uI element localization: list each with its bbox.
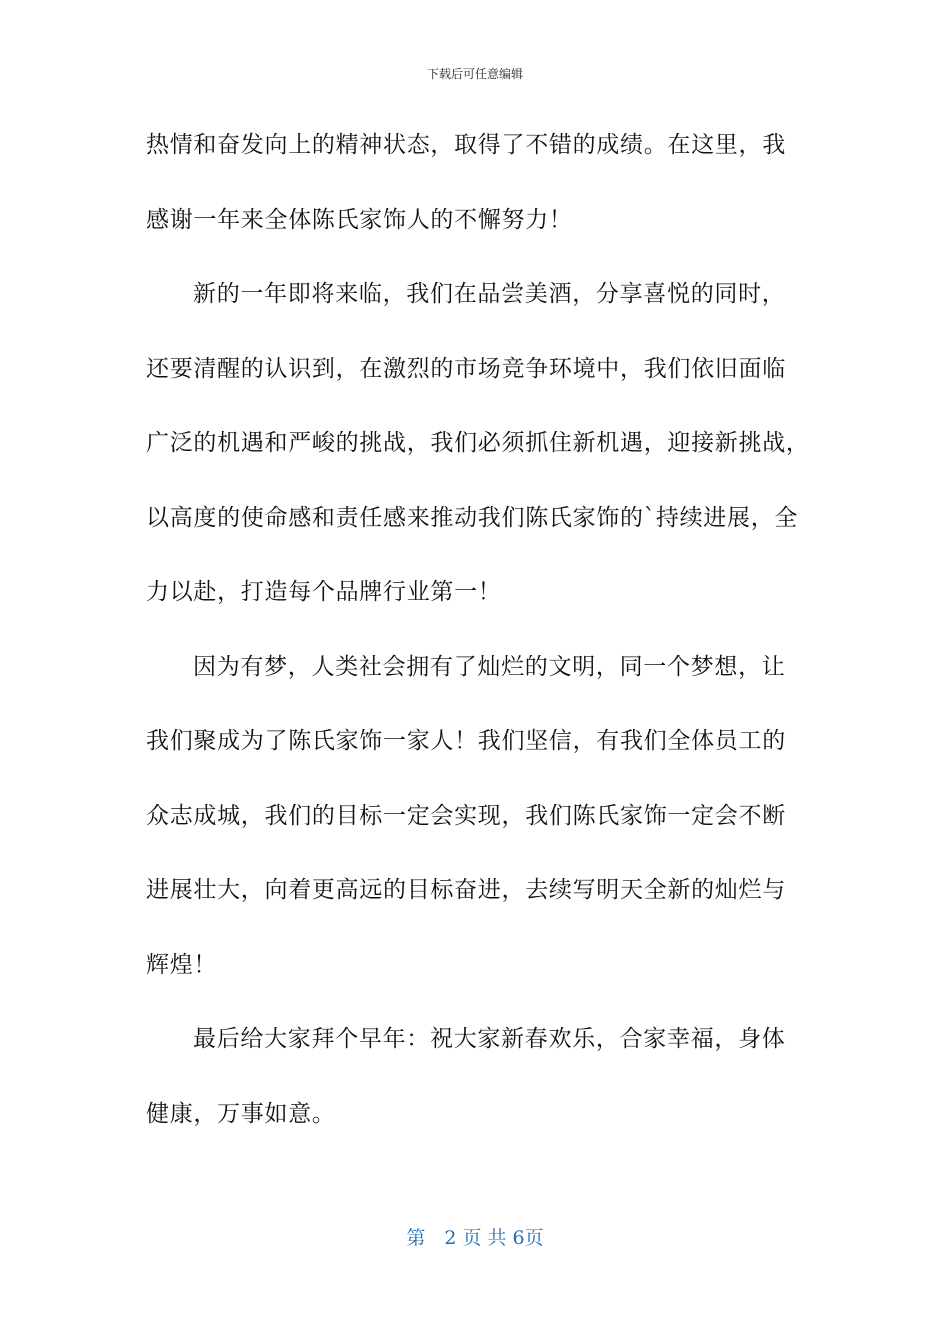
document-body — [146, 108, 810, 1151]
text-line: 热情和奋发向上的精神状态，取得了不错的成绩。在这里，我 — [146, 132, 786, 158]
text-line: 辉煌！ — [146, 951, 218, 978]
text-line: 还要清醒的认识到，在激烈的市场竞争环境中，我们依旧面临 — [146, 355, 786, 382]
paragraph-first-line: 最后给大家拜个早年：祝大家新春欢乐，合家幸福，身体 — [193, 1026, 786, 1052]
page-number: 第 2 页 共 6页 — [406, 1227, 544, 1249]
text-line: 感谢一年来全体陈氏家饰人的不懈努力！ — [146, 206, 573, 233]
text-line: 我们聚成为了陈氏家饰一家人！我们坚信，有我们全体员工的 — [146, 728, 786, 754]
text-line: 健康，万事如意。 — [146, 1100, 336, 1127]
paragraph-first-line: 因为有梦，人类社会拥有了灿烂的文明，同一个梦想，让 — [193, 653, 786, 680]
paragraph-first-line: 新的一年即将来临，我们在品尝美酒，分享喜悦的同时， — [193, 281, 786, 307]
text-line: 广泛的机遇和严峻的挑战，我们必须抓住新机遇，迎接新挑战， — [146, 430, 810, 456]
text-line: 众志成城，我们的目标一定会实现，我们陈氏家饰一定会不断 — [146, 802, 786, 829]
text-line: 进展壮大，向着更高远的目标奋进，去续写明天全新的灿烂与 — [146, 877, 786, 903]
text-line: 力以赴，打造每个品牌行业第一！ — [146, 579, 502, 605]
text-line: 以高度的使命感和责任感来推动我们陈氏家饰的`持续进展，全 — [146, 504, 799, 531]
page-header: 下载后可任意编辑 — [426, 67, 523, 81]
